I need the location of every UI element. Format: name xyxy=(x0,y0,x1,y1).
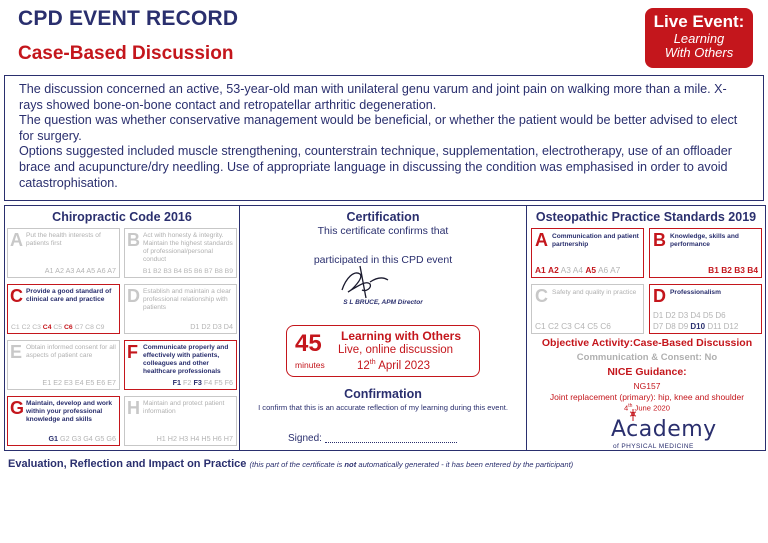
chiro-text-c: Provide a good standard of clinical care and practice xyxy=(26,288,112,303)
description-para-3: Options suggested included muscle strengthening, counterstrain technique, supplementation, electrotherapy, use of an offloader brace and acupuncture/dry needling. Use of appropriate language in discussing the condition was emphasised in order to avoid catastrophisation. xyxy=(19,144,732,190)
nice-code: NG157 xyxy=(633,381,661,391)
chiro-box-b xyxy=(124,228,237,278)
osteopathic-panel xyxy=(526,205,766,451)
chiro-text-f: Communicate properly and effectively with patients, colleagues and other healthcare professionals xyxy=(143,344,229,375)
chiro-codes-h: H1 H2 H3 H4 H5 H6 H7 xyxy=(156,434,233,443)
nice-title: NICE Guidance: xyxy=(607,366,687,378)
chiro-codes-f: F1 F2 F3 F4 F5 F6 xyxy=(172,378,233,387)
footer-note: (this part of the certificate is not automatically generated - it has been entered by the participant) xyxy=(249,460,574,469)
description-para-1: The discussion concerned an active, 53-year-old man with unilateral genu varum and joint pain on walking more than a mile. X-rays showed bone-on-bone contact and retropatellar arthritic degeneration. xyxy=(19,82,727,112)
chiro-box-c xyxy=(7,284,120,334)
confirmation-title: Confirmation xyxy=(344,387,422,401)
osteo-codes-a: A1 A2 A3 A4 A5 A6 A7 xyxy=(535,265,621,275)
osteo-box-b xyxy=(649,228,762,278)
chiro-text-b: Act with honesty & integrity. Maintain the highest standards of professional/personal conduct xyxy=(143,232,233,263)
confirmation-text: I confirm that this is an accurate reflection of my learning during this event. xyxy=(258,403,508,412)
signature-line[interactable] xyxy=(325,442,457,443)
osteo-text-b: Knowledge, skills and performance xyxy=(670,233,739,248)
objective-sub: Communication & Consent: No xyxy=(576,352,718,363)
header xyxy=(0,0,768,75)
chiro-codes-a: A1 A2 A3 A4 A5 A6 A7 xyxy=(44,266,116,275)
objective-title: Objective Activity:Case-Based Discussion xyxy=(541,337,753,349)
event-name: Learning with Others xyxy=(341,329,462,343)
chiro-text-h: Maintain and protect patient information xyxy=(143,400,225,415)
event-box xyxy=(286,325,480,377)
nice-date: 4th June 2020 xyxy=(623,403,670,413)
osteo-letter-a: A xyxy=(535,230,548,250)
chiro-box-a xyxy=(7,228,120,278)
event-mode: Live, online discussion xyxy=(338,344,454,356)
chiro-text-d: Establish and maintain a clear professional relationship with patients xyxy=(143,288,231,311)
page-title: CPD EVENT RECORD xyxy=(18,7,239,30)
osteo-codes-b: B1 B2 B3 B4 xyxy=(708,265,758,275)
footer-heading xyxy=(8,458,573,470)
chiro-box-f xyxy=(124,340,237,390)
chiro-letter-a: A xyxy=(10,230,23,250)
description-para-2: The question was whether conservative management would be beneficial, or whether the patient would be better advised to elect for surgery. xyxy=(19,113,738,143)
chiro-codes-d: D1 D2 D3 D4 xyxy=(190,322,233,331)
chiro-codes-e: E1 E2 E3 E4 E5 E6 E7 xyxy=(42,378,116,387)
badge-line1: Live Event: xyxy=(653,12,745,31)
osteopathic-title: Osteopathic Practice Standards 2019 xyxy=(535,210,757,224)
signer-name: S L BRUCE, APM Director xyxy=(343,299,423,306)
chiropractic-panel xyxy=(4,205,240,451)
academy-logo xyxy=(601,415,717,451)
chiro-letter-h: H xyxy=(127,398,140,418)
badge-line3: With Others xyxy=(664,45,734,60)
chiro-text-e: Obtain informed consent for all aspects of patient care xyxy=(26,344,116,359)
event-minutes-label: minutes xyxy=(295,360,325,370)
certification-panel xyxy=(240,205,526,451)
chiro-letter-b: B xyxy=(127,230,140,250)
osteo-box-a xyxy=(531,228,644,278)
osteo-letter-c: C xyxy=(535,286,548,306)
osteo-letter-d: D xyxy=(653,286,666,306)
footer-title: Evaluation, Reflection and Impact on Practice xyxy=(8,458,247,470)
logo-sub-text: of PHYSICAL MEDICINE xyxy=(613,443,694,450)
chiro-box-h xyxy=(124,396,237,446)
chiro-letter-e: E xyxy=(10,342,23,362)
osteo-box-c xyxy=(531,284,644,334)
certification-line2: participated in this CPD event xyxy=(313,254,453,266)
chiro-text-g: Maintain, develop and work within your professional knowledge and skills xyxy=(26,400,113,423)
chiro-letter-g: G xyxy=(10,398,25,418)
osteo-text-c: Safety and quality in practice xyxy=(552,289,637,296)
certification-line1: This certificate confirms that xyxy=(317,225,449,237)
logo-main-text: Academy xyxy=(611,417,717,442)
description-box xyxy=(4,75,764,201)
osteo-box-d xyxy=(649,284,762,334)
badge-line2: Learning xyxy=(673,31,725,46)
chiro-codes-g: G1 G2 G3 G4 G5 G6 xyxy=(48,434,116,443)
osteo-codes-d-row2: D7 D8 D9 D10 D11 D12 xyxy=(653,322,739,331)
signed-label: Signed: xyxy=(288,433,322,444)
live-event-badge xyxy=(645,8,753,68)
certification-title: Certification xyxy=(346,210,420,224)
event-minutes: 45 xyxy=(295,330,322,357)
chiro-box-e xyxy=(7,340,120,390)
chiro-box-g xyxy=(7,396,120,446)
chiro-codes-c: C1 C2 C3 C4 C5 C6 C7 C8 C9 xyxy=(11,324,105,331)
chiro-box-d xyxy=(124,284,237,334)
chiro-text-a: Put the health interests of patients first xyxy=(26,232,101,247)
osteo-codes-c: C1 C2 C3 C4 C5 C6 xyxy=(535,321,611,331)
chiro-codes-b: B1 B2 B3 B4 B5 B6 B7 B8 B9 xyxy=(142,268,233,275)
caduceus-icon xyxy=(628,409,638,421)
chiro-letter-f: F xyxy=(127,342,138,362)
chiro-letter-d: D xyxy=(127,286,140,306)
chiro-letter-c: C xyxy=(10,286,23,306)
osteo-codes-d-row1: D1 D2 D3 D4 D5 D6 xyxy=(653,311,726,320)
signature-image xyxy=(332,260,392,300)
event-date: 12th April 2023 xyxy=(357,359,430,372)
osteo-text-d: Professionalism xyxy=(670,289,721,296)
nice-description: Joint replacement (primary): hip, knee and shoulder xyxy=(549,392,745,402)
osteo-text-a: Communication and patient partnership xyxy=(552,233,639,248)
osteo-letter-b: B xyxy=(653,230,666,250)
chiropractic-title: Chiropractic Code 2016 xyxy=(52,210,192,224)
page-subtitle: Case-Based Discussion xyxy=(18,43,234,64)
